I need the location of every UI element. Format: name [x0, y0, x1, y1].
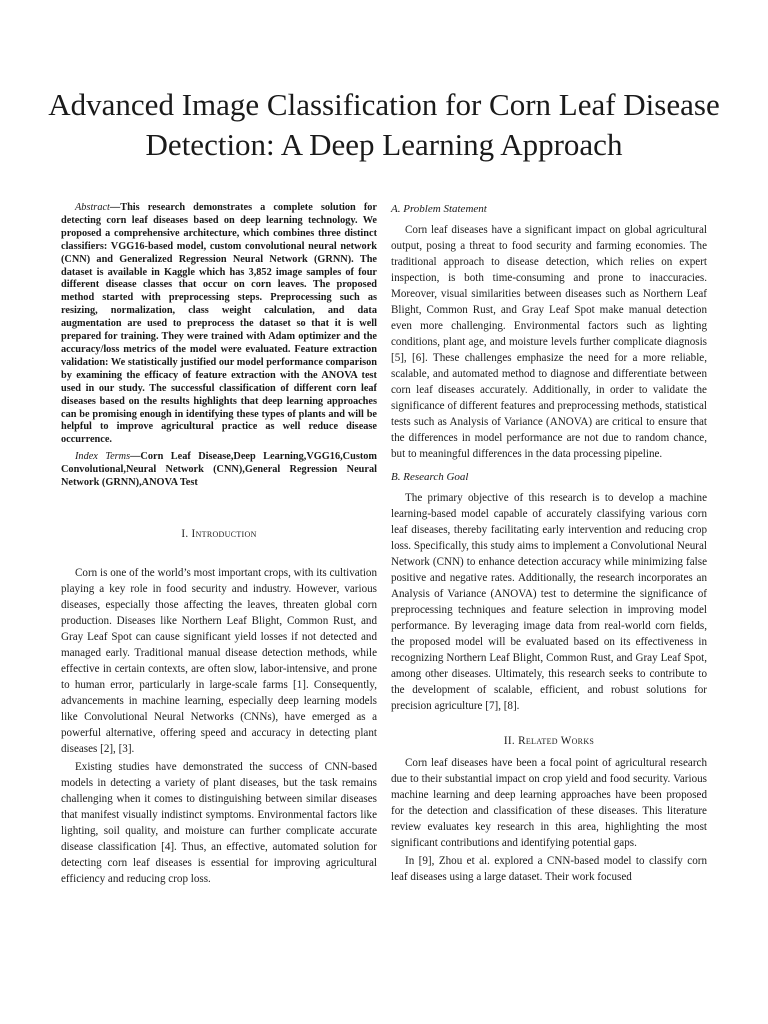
intro-paragraph-1: Corn is one of the world’s most important crops, with its cultivation playing a key role in food security and industry. However, various diseases, especially those affecting the leaves, threaten global corn production. Diseases like Northern Leaf Blight, Common Rust, and Gray Leaf Spot can cause significant yield losses if not detected and managed early. Traditional manual disease detection methods, while effective in certain contexts, are often slow, labor-intensive, and prone to human error, particularly in large-scale farms [1]. Consequently, advancements in machine learning, especially deep learning models like Convolutional Neural Networks (CNNs), have emerged as a powerful alternative, offering speed and accuracy in detecting plant diseases [2], [3]. — [61, 566, 377, 755]
related-works-paragraph-1: Corn leaf diseases have been a focal point of agricultural research due to their substantial impact on crop yield and food security. Various machine learning and deep learning approaches have been proposed for the detection and classification of these diseases. This literature review evaluates key research in this area, highlighting the most significant contributions and identifying potential gaps. — [391, 757, 707, 849]
research-goal-heading: B. Research Goal — [391, 471, 469, 483]
abstract-label: Abstract — [75, 202, 110, 213]
index-terms-label: Index Terms — [75, 451, 131, 463]
left-column — [61, 202, 377, 887]
introduction-heading: I. Introduction — [181, 527, 257, 540]
problem-statement-paragraph: Corn leaf diseases have a significant impact on global agricultural output, posing a threat to food security and farming economies. The traditional approach to disease detection, which relies on expert inspection, is both time-consuming and prone to inaccuracies. Moreover, visual similarities between diseases such as Northern Leaf Blight, Common Rust, and Gray Leaf Spot make manual detection even more challenging. Environmental factors such as lighting conditions, plant age, and moisture levels further complicate diagnosis [5], [6]. These challenges emphasize the need for a more reliable, scalable, and automated method to diagnose and differentiate between corn leaf diseases accurately. Additionally, in order to validate the significance of different features and preprocessing methods, statistical tests such as Analysis of Variance (ANOVA) are critical to ensure that the differences in model performance are not due to random chance, but to meaningful differences in the data processing pipeline. — [391, 224, 707, 460]
related-works-paragraph-2: In [9], Zhou et al. explored a CNN-based model to classify corn leaf diseases using a large dataset. Their work focused — [391, 855, 707, 883]
research-goal-paragraph: The primary objective of this research is to develop a machine learning-based model capable of accurately classifying various corn leaf diseases, thereby facilitating early intervention and reducing crop loss. Specifically, this study aims to implement a Convolutional Neural Network (CNN) to enhance detection accuracy while minimizing false positive and negative rates. Additionally, the research incorporates an Analysis of Variance (ANOVA) test to determine the significance of preprocessing techniques and feature selection in improving model performance. By leveraging image data from real-world corn fields, the proposed model will be evaluated based on its effectiveness in recognizing Northern Leaf Blight, Common Rust, and Gray Leaf Spot, among other diseases. Ultimately, this research seeks to contribute to the development of scalable, efficient, and robust solutions for precision agriculture [7], [8]. — [391, 492, 707, 712]
problem-statement-heading: A. Problem Statement — [391, 203, 487, 215]
index-terms-text: —Corn Leaf Disease,Deep Learning,VGG16,Custom Convolutional,Neural Network (CNN),General Regression Neural Network (GRNN),ANOVA Test — [61, 451, 377, 489]
right-column — [391, 202, 707, 885]
abstract-text: —This research demonstrates a complete solution for detecting corn leaf diseases based on deep learning technology. We proposed a comprehensive architecture, which combines three distinct classifiers: VGG16-based model, custom convolutional neural network (CNN) and Generalized Regression Neural Network (GRNN). The dataset is available in Kaggle which has 3,852 image samples of four different disease classes that occur on corn leaves. The proposed method started with preprocessing steps. Preprocessing such as resizing, normalization, class weight calculation, and data augmentation are used to preprocess the dataset so that it is well prepared for training. They were trained with Adam optimizer and the accuracy/loss metrics of the model were evaluated. Feature extraction validation: We statistically justified our model performance comparison by examining the efficacy of feature extraction with the ANOVA test used in our study. The successful classification of different corn leaf diseases based on the results highlights that deep learning approaches can be promising enough in identifying these types of plants and will be helpful to improve agricultural practice as well reduce disease occurrence. — [61, 202, 377, 446]
index-terms — [61, 451, 377, 490]
related-works-heading: II. Related Works — [503, 735, 595, 747]
paper-title: Advanced Image Classification for Corn Leaf Disease Detection: A Deep Learning Approach — [48, 86, 720, 162]
abstract — [61, 202, 377, 447]
intro-paragraph-2: Existing studies have demonstrated the success of CNN-based models in detecting a variety of plant diseases, but the task remains challenging when it comes to distinguishing between similar diseases that manifest visually indistinct symptoms. Environmental factors like lighting, soil quality, and moisture can further complicate accurate disease classification [4]. Thus, an effective, automated solution for detecting corn leaf diseases is essential for improving agricultural efficiency and reducing crop loss. — [61, 760, 377, 885]
